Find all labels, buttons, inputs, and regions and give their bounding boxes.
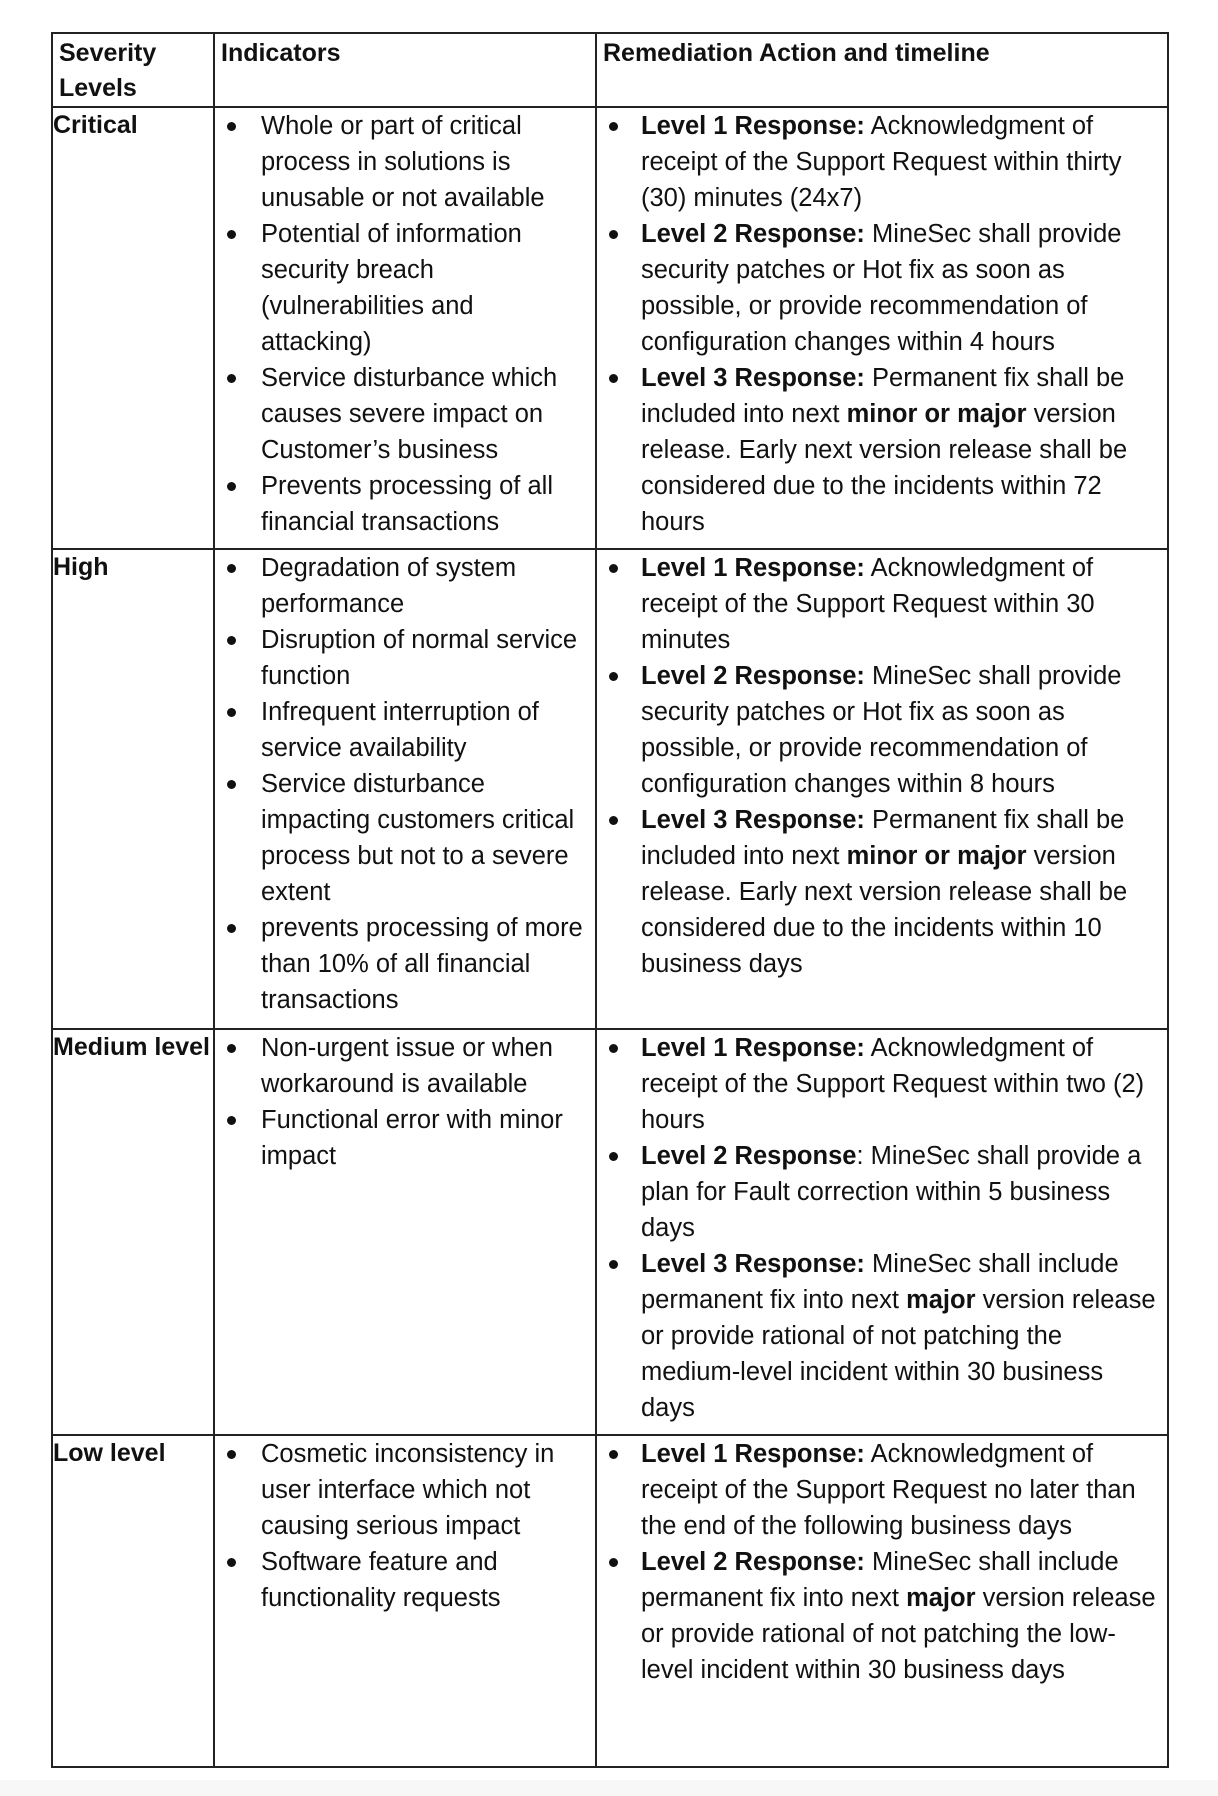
table-row	[52, 549, 1168, 1029]
indicator-item	[215, 1030, 595, 1102]
bullet-icon	[227, 1044, 236, 1053]
bullet-icon	[227, 230, 236, 239]
response-level-label: Level 1 Response:	[641, 1034, 865, 1062]
table-row	[52, 1435, 1168, 1767]
remediation-item	[597, 108, 1167, 216]
bullet-icon	[227, 482, 236, 491]
response-text: Acknowledgment of receipt of the Support Request within two (2) hours	[641, 1034, 1145, 1134]
indicator-item	[215, 550, 595, 622]
indicators-cell	[214, 1029, 596, 1435]
bullet-icon	[609, 1450, 618, 1459]
severity-level-cell: Low level	[52, 1435, 214, 1767]
header-remediation: Remediation Action and timeline	[596, 33, 1168, 107]
bullet-icon	[227, 924, 236, 933]
bullet-icon	[609, 1558, 618, 1567]
remediation-list	[597, 1436, 1167, 1688]
remediation-item	[597, 1030, 1167, 1138]
indicator-item	[215, 1544, 595, 1616]
response-text-continued: version release. Early next version release shall be considered due to the incidents within 10 business days	[641, 842, 1128, 978]
response-level-label: Level 1 Response:	[641, 1440, 865, 1468]
response-text: MineSec shall include permanent fix into next	[641, 1250, 1119, 1314]
bullet-icon	[227, 780, 236, 789]
bullet-icon	[227, 374, 236, 383]
indicator-text: Functional error with minor impact	[261, 1106, 563, 1170]
header-row	[52, 33, 1168, 107]
indicator-text: prevents processing of more than 10% of all financial transactions	[261, 914, 583, 1014]
response-text: Acknowledgment of receipt of the Support Request within 30 minutes	[641, 554, 1095, 654]
indicator-text: Degradation of system performance	[261, 554, 517, 618]
indicator-item	[215, 468, 595, 540]
severity-level-cell: Medium level	[52, 1029, 214, 1435]
response-emphasis: major	[906, 1584, 976, 1612]
remediation-list	[597, 550, 1167, 982]
indicator-item	[215, 360, 595, 468]
bullet-icon	[227, 564, 236, 573]
bullet-icon	[609, 1260, 618, 1269]
indicator-text: Service disturbance impacting customers critical process but not to a severe extent	[261, 770, 575, 906]
response-text-continued: version release. Early next version release shall be considered due to the incidents within 72 hours	[641, 400, 1128, 536]
response-level-label: Level 2 Response:	[641, 220, 865, 248]
indicator-item	[215, 108, 595, 216]
bullet-icon	[609, 816, 618, 825]
indicators-cell	[214, 107, 596, 549]
remediation-cell	[596, 1435, 1168, 1767]
indicator-text: Prevents processing of all financial transactions	[261, 472, 553, 536]
indicator-item	[215, 216, 595, 360]
bullet-icon	[227, 708, 236, 717]
indicator-text: Software feature and functionality requests	[261, 1548, 501, 1612]
response-level-label: Level 3 Response:	[641, 364, 865, 392]
severity-table	[51, 32, 1169, 1768]
header-indicators: Indicators	[214, 33, 596, 107]
bullet-icon	[609, 1152, 618, 1161]
response-level-label: Level 1 Response:	[641, 112, 865, 140]
remediation-list	[597, 108, 1167, 540]
indicators-cell	[214, 549, 596, 1029]
remediation-item	[597, 658, 1167, 802]
response-level-label: Level 3 Response:	[641, 1250, 865, 1278]
indicator-list	[215, 1436, 595, 1616]
indicator-item	[215, 766, 595, 910]
bullet-icon	[227, 1116, 236, 1125]
bullet-icon	[609, 564, 618, 573]
response-text: Acknowledgment of receipt of the Support Request within thirty (30) minutes (24x7)	[641, 112, 1122, 212]
bullet-icon	[609, 1044, 618, 1053]
indicator-text: Infrequent interruption of service availability	[261, 698, 539, 762]
indicator-list	[215, 1030, 595, 1174]
indicator-list	[215, 108, 595, 540]
indicator-item	[215, 1436, 595, 1544]
bullet-icon	[609, 672, 618, 681]
indicator-text: Service disturbance which causes severe impact on Customer’s business	[261, 364, 558, 464]
indicators-cell	[214, 1435, 596, 1767]
response-text-continued: version release or provide rational of not patching the medium-level incident within 30 business days	[641, 1286, 1156, 1422]
bullet-icon	[227, 122, 236, 131]
remediation-item	[597, 1246, 1167, 1426]
response-text: MineSec shall include permanent fix into next	[641, 1548, 1119, 1612]
bullet-icon	[609, 122, 618, 131]
response-level-label: Level 2 Response	[641, 1142, 857, 1170]
response-emphasis: minor or major	[846, 400, 1027, 428]
indicator-text: Whole or part of critical process in solutions is unusable or not available	[261, 112, 545, 212]
indicator-list	[215, 550, 595, 1018]
remediation-item	[597, 216, 1167, 360]
header-severity: Severity Levels	[52, 33, 214, 107]
remediation-cell	[596, 549, 1168, 1029]
bullet-icon	[227, 636, 236, 645]
remediation-cell	[596, 107, 1168, 549]
severity-level-cell: High	[52, 549, 214, 1029]
remediation-item	[597, 802, 1167, 982]
remediation-item	[597, 1436, 1167, 1544]
table-row	[52, 107, 1168, 549]
response-level-label: Level 2 Response:	[641, 1548, 865, 1576]
table-row	[52, 1029, 1168, 1435]
indicator-item	[215, 694, 595, 766]
response-text: Acknowledgment of receipt of the Support Request no later than the end of the following business days	[641, 1440, 1136, 1540]
response-text: MineSec shall provide security patches or Hot fix as soon as possible, or provide recommendation of configuration changes within 8 hours	[641, 662, 1122, 798]
response-text: Permanent fix shall be included into next	[641, 806, 1125, 870]
remediation-item	[597, 360, 1167, 540]
remediation-cell	[596, 1029, 1168, 1435]
indicator-item	[215, 910, 595, 1018]
remediation-item	[597, 550, 1167, 658]
indicator-item	[215, 622, 595, 694]
response-emphasis: major	[906, 1286, 976, 1314]
indicator-item	[215, 1102, 595, 1174]
remediation-item	[597, 1138, 1167, 1246]
bullet-icon	[609, 230, 618, 239]
response-text-continued: version release or provide rational of not patching the low-level incident within 30 business days	[641, 1584, 1156, 1684]
indicator-text: Disruption of normal service function	[261, 626, 578, 690]
indicator-text: Potential of information security breach (vulnerabilities and attacking)	[261, 220, 522, 356]
response-text: Permanent fix shall be included into next	[641, 364, 1125, 428]
indicator-text: Cosmetic inconsistency in user interface which not causing serious impact	[261, 1440, 555, 1540]
response-text: MineSec shall provide security patches or Hot fix as soon as possible, or provide recommendation of configuration changes within 4 hours	[641, 220, 1122, 356]
indicator-text: Non-urgent issue or when workaround is available	[261, 1034, 553, 1098]
response-emphasis: minor or major	[846, 842, 1027, 870]
response-level-label: Level 2 Response:	[641, 662, 865, 690]
bullet-icon	[609, 374, 618, 383]
bullet-icon	[227, 1558, 236, 1567]
remediation-item	[597, 1544, 1167, 1688]
response-level-label: Level 1 Response:	[641, 554, 865, 582]
remediation-list	[597, 1030, 1167, 1426]
severity-level-cell: Critical	[52, 107, 214, 549]
response-level-label: Level 3 Response:	[641, 806, 865, 834]
bullet-icon	[227, 1450, 236, 1459]
response-text: : MineSec shall provide a plan for Fault correction within 5 business days	[641, 1142, 1142, 1242]
